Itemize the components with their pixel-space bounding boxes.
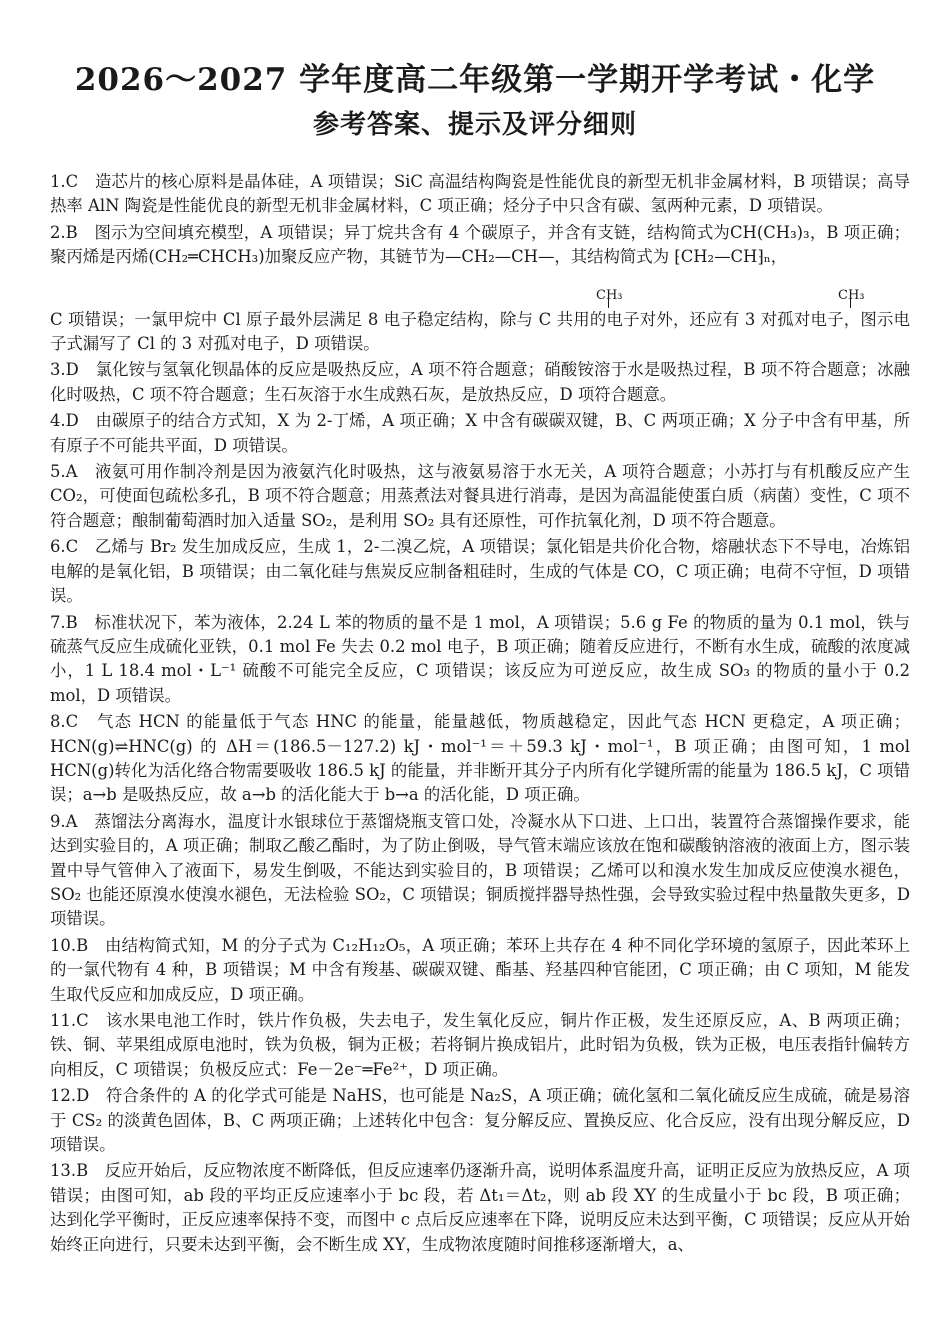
answer-text: C 造芯片的核心原料是晶体硅，A 项错误；SiC 高温结构陶瓷是性能优良的新型无机非金属材料，B 项错误；高导热率 AlN 陶瓷是性能优良的新型无机非金属材料，C 项正确；烃分子中只含有碳、氢两种元素，D 项错误。 — [50, 172, 910, 216]
answer-number: 1. — [50, 172, 66, 191]
answer-text: A 液氨可用作制冷剂是因为液氨汽化时吸热，这与液氨易溶于水无关，A 项符合题意；小苏打与有机酸反应产生 CO₂，可使面包疏松多孔，B 项不符合题意；用蒸煮法对餐具进行消毒，是因为高温能使蛋白质（病菌）变性，C 项不符合题意；酿制葡萄酒时加入适量 SO₂，是利用 SO₂ 具有还原性，可作抗氧化剂，D 项不符合题意。 — [50, 462, 910, 530]
methyl-label: CH₃ — [838, 287, 865, 303]
answer-item-13 — [50, 1159, 910, 1257]
answer-number: 4. — [50, 411, 66, 431]
answer-text: A 蒸馏法分离海水，温度计水银球位于蒸馏烧瓶支管口处，冷凝水从下口进、上口出，装置符合蒸馏操作要求，能达到实验目的，A 项正确；制取乙酸乙酯时，为了防止倒吸，导气管末端应该放在饱和碳酸钠溶液的液面上方，图示装置中导气管伸入了液面下，易发生倒吸，不能达到实验目的，B 项错误；乙烯可以和溴水发生加成反应使溴水褪色，SO₂ 也能还原溴水使溴水褪色，无法检验 SO₂，C 项错误；铜质搅拌器导热性强，会导致实验过程中热量散失更多，D 项错误。 — [50, 811, 910, 929]
answer-number: 13. — [50, 1161, 77, 1181]
answer-number: 8. — [50, 712, 66, 732]
answer-number: 11. — [50, 1011, 77, 1030]
answer-text: B 标准状况下，苯为液体，2.24 L 苯的物质的量不是 1 mol，A 项错误；5.6 g Fe 的物质的量为 0.1 mol，铁与硫蒸气反应生成硫化亚铁，0.1 mol Fe 失去 0.2 mol 电子，B 项正确；随着反应进行，不断有水生成，硫酸的浓度减小，1 L 18.4 mol・L⁻¹ 硫酸不可能完全反应，C 项错误；该反应为可逆反应，故生成 SO₃ 的物质的量小于 0.2 mol，D 项错误。 — [50, 612, 910, 705]
answer-number: 3. — [50, 360, 66, 380]
document-subtitle: 参考答案、提示及评分细则 — [312, 110, 637, 140]
structure-formula-row — [50, 270, 910, 308]
answer-item-1 — [50, 170, 910, 219]
answer-text-part-a: B 图示为空间填充模型，A 项错误；异丁烷共含有 4 个碳原子，并含有支链，结构简式为CH(CH₃)₃，B 项正确；聚丙烯是丙烯(CH₂═CHCH₃)加聚反应产物，其链节为—CH₂—CH—，其结构简式为 ⁅CH₂—CH⁆ₙ， — [50, 222, 910, 267]
answer-item-10 — [50, 934, 910, 1007]
answer-text: D 符合条件的 A 的化学式可能是 NaHS，也可能是 Na₂S，A 项正确；硫化氢和二氧化硫反应生成硫，硫是易溶于 CS₂ 的淡黄色固体，B、C 两项正确；上述转化中包含：复分解反应、置换反应、化合反应，没有出现分解反应，D 项错误。 — [50, 1086, 910, 1155]
answer-item-4 — [50, 409, 910, 458]
answer-text: B 反应开始后，反应物浓度不断降低，但反应速率仍逐渐升高，说明体系温度升高，证明正反应为放热反应，A 项错误；由图可知，ab 段的平均正反应速率小于 bc 段，若 Δt₁＝Δt₂，则 ab 段 XY 的生成量小于 bc 段，B 项正确；达到化学平衡时，正反应速率保持不变，而图中 c 点后反应速率在下降，说明反应未达到平衡，C 项错误；反应从开始始终正向进行，只要未达到平衡，会不断生成 XY，生成物浓度随时间推移逐渐增大，a、 — [50, 1161, 910, 1254]
methyl-label: CH₃ — [596, 287, 623, 303]
answer-number: 2. — [50, 222, 66, 242]
answer-text: B 由结构简式知，M 的分子式为 C₁₂H₁₂O₅，A 项正确；苯环上共存在 4 种不同化学环境的氢原子，因此苯环上的一氯代物有 4 种，B 项错误；M 中含有羧基、碳碳双键、酯基、羟基四种官能团，C 项正确；由 C 项知，M 能发生取代反应和加成反应，D 项正确。 — [50, 935, 910, 1004]
answer-item-2 — [50, 221, 910, 270]
answer-number: 6. — [50, 537, 66, 557]
answer-item-3 — [50, 358, 910, 407]
answer-item-5 — [50, 460, 910, 533]
answer-number: 5. — [50, 462, 66, 482]
answer-text-part-b: C 项错误；一氯甲烷中 Cl 原子最外层满足 8 电子稳定结构，除与 C 共用的电子对外，还应有 3 对孤对电子，图示电子式漏写了 Cl 的 3 对孤对电子，D 项错误。 — [50, 309, 910, 354]
answer-text: C 乙烯与 Br₂ 发生加成反应，生成 1，2-二溴乙烷，A 项错误；氯化铝是共价化合物，熔融状态下不导电，冶炼铝电解的是氧化铝，B 项错误；由二氧化硅与焦炭反应制备粗硅时，生成的气体是 CO，C 项正确；电荷不守恒，D 项错误。 — [50, 537, 910, 606]
answer-item-6 — [50, 535, 910, 608]
answer-text: D 氯化铵与氢氧化钡晶体的反应是吸热反应，A 项不符合题意；硝酸铵溶于水是吸热过程，B 项不符合题意；冰融化时吸热，C 项不符合题意；生石灰溶于水生成熟石灰，是放热反应，D 项符合题意。 — [50, 360, 910, 404]
answer-item-12 — [50, 1084, 910, 1157]
answer-number: 12. — [50, 1086, 77, 1106]
answer-text: C 气态 HCN 的能量低于气态 HNC 的能量，能量越低，物质越稳定，因此气态 HCN 更稳定，A 项正确；HCN(g)⇌HNC(g) 的 ΔH＝(186.5－127.2) kJ・mol⁻¹＝＋59.3 kJ・mol⁻¹，B 项正确；由图可知，1 mol HCN(g)转化为活化络合物需要吸收 186.5 kJ 的能量，并非断开其分子内所有化学键所需的能量为 186.5 kJ，C 项错误；a→b 是吸热反应，故 a→b 的活化能大于 b→a 的活化能，D 项正确。 — [50, 712, 910, 805]
answer-item-9 — [50, 810, 910, 932]
answer-text: C 该水果电池工作时，铁片作负极，失去电子，发生氧化反应，铜片作正极，发生还原反应，A、B 两项正确；铁、铜、苹果组成原电池时，铁为负极，铜为正极；若将铜片换成铝片，此时铝为负极，铁为正极，电压表指针偏转方向相反，C 项错误；负极反应式：Fe－2e⁻═Fe²⁺，D 项正确。 — [50, 1011, 910, 1079]
answer-item-7 — [50, 611, 910, 709]
document-title: 2026～2027 学年度高二年级第一学期开学考试・化学 — [74, 62, 876, 98]
answer-number: 9. — [50, 811, 66, 831]
answer-text: D 由碳原子的结合方式知，X 为 2-丁烯，A 项正确；X 中含有碳碳双键，B、C 两项正确；X 分子中含有甲基，所有原子不可能共平面，D 项错误。 — [50, 411, 910, 455]
answer-number: 10. — [50, 935, 77, 955]
answer-item-8 — [50, 710, 910, 808]
answer-number: 7. — [50, 612, 66, 632]
answer-item-11 — [50, 1009, 910, 1082]
answer-item-2-cont — [50, 308, 910, 357]
answer-list — [50, 170, 910, 1257]
